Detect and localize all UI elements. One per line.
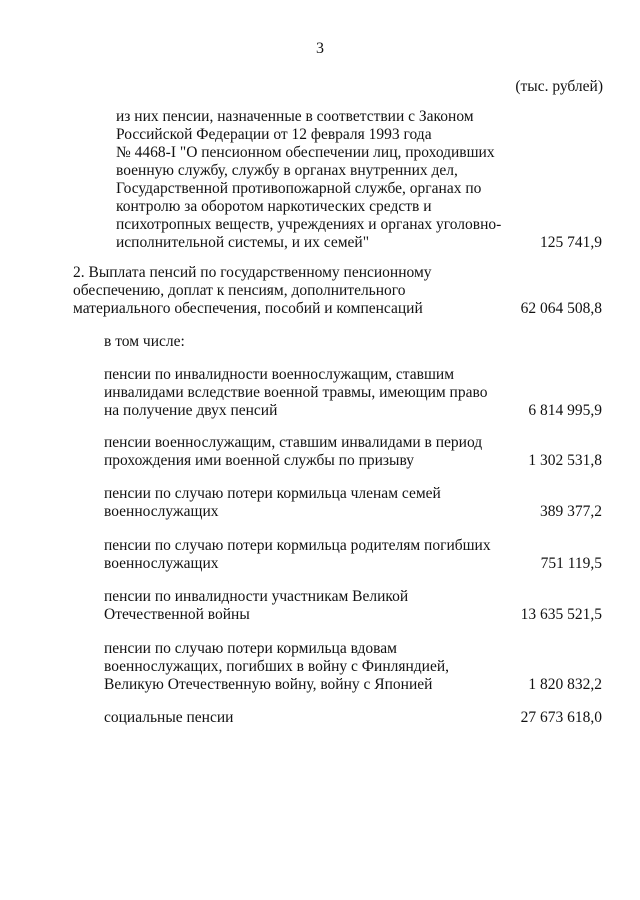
entry-line: в том числе: [104, 333, 185, 350]
entry-line: военную службу, службу в органах внутренних дел, [116, 162, 458, 179]
entry-text [104, 537, 491, 573]
entry-text [116, 108, 501, 252]
entry-value: 751 119,5 [540, 555, 602, 572]
entry-line: Государственной противопожарной службе, органах по [116, 180, 482, 197]
entry-line: пенсии военнослужащим, ставшим инвалидами в период [104, 434, 483, 451]
entry-value: 125 741,9 [540, 234, 602, 251]
entry-text [73, 264, 432, 318]
entry-line: прохождения ими военной службы по призыву [104, 452, 414, 469]
entry-value: 13 635 521,5 [520, 606, 602, 623]
entry-line: Российской Федерации от 12 февраля 1993 года [116, 126, 432, 143]
entry-text [104, 640, 449, 694]
entry-line: исполнительной системы, и их семей" [116, 234, 370, 251]
entry-value: 62 064 508,8 [520, 300, 602, 317]
entry-line: социальные пенсии [104, 709, 234, 726]
entry-line: материального обеспечения, пособий и компенсаций [73, 300, 423, 317]
entry-line: пенсии по инвалидности военнослужащим, ставшим [104, 366, 454, 383]
entry-line: контролю за оборотом наркотических средств и [116, 198, 432, 215]
entry-text [104, 485, 441, 521]
entry-value: 1 820 832,2 [528, 676, 602, 693]
entry-line: из них пенсии, назначенные в соответствии с Законом [116, 108, 474, 125]
entry-line: пенсии по случаю потери кормильца родителям погибших [104, 537, 491, 554]
entry-value: 6 814 995,9 [528, 402, 602, 419]
entry-line: 2. Выплата пенсий по государственному пенсионному [73, 264, 432, 281]
entry-value: 27 673 618,0 [520, 709, 602, 726]
entry-line: пенсии по случаю потери кормильца вдовам [104, 640, 397, 657]
entry-line: психотропных веществ, учреждениях и органах уголовно- [116, 216, 502, 233]
entry-value: 389 377,2 [540, 503, 602, 520]
entry-line: обеспечению, доплат к пенсиям, дополнительного [73, 282, 406, 299]
entry-line: Великую Отечественную войну, войну с Японией [104, 676, 433, 693]
entry-line: военнослужащих, погибших в войну с Финляндией, [104, 658, 450, 675]
entry-line: инвалидами вследствие военной травмы, имеющим право [104, 384, 488, 401]
entry-line: № 4468-I "О пенсионном обеспечении лиц, проходивших [116, 144, 495, 161]
entry-line: пенсии по инвалидности участникам Великой [104, 588, 409, 605]
units-label: (тыс. рублей) [515, 78, 603, 95]
entry-line: Отечественной войны [104, 606, 250, 623]
entry-text [104, 709, 233, 727]
page-number: 3 [316, 40, 324, 57]
entry-text [104, 333, 185, 351]
entry-line: военнослужащих [104, 503, 219, 520]
entry-text [104, 588, 408, 624]
entry-line: пенсии по случаю потери кормильца членам семей [104, 485, 441, 502]
entry-value: 1 302 531,8 [528, 452, 602, 469]
entry-line: военнослужащих [104, 555, 219, 572]
entry-line: на получение двух пенсий [104, 402, 278, 419]
entry-text [104, 434, 482, 470]
entry-text [104, 366, 487, 420]
